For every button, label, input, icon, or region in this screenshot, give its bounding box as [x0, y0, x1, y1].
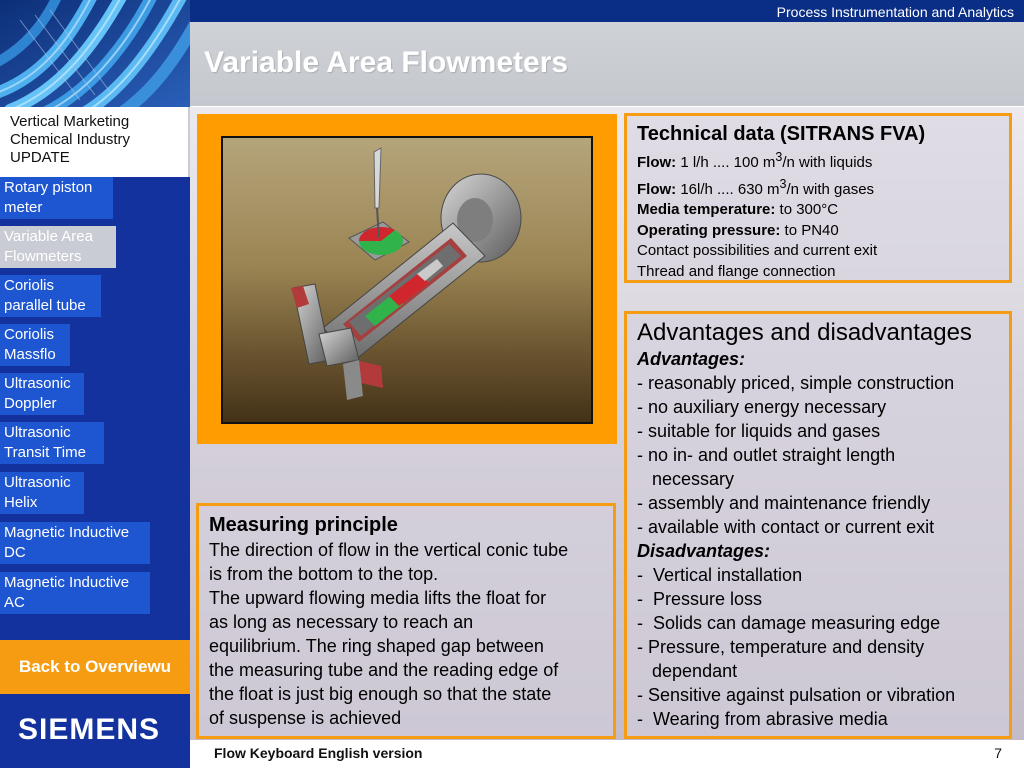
nav-item-label: Coriolis [4, 326, 55, 343]
tech-row-media-temperature [637, 200, 999, 221]
title-band [190, 22, 1024, 106]
tech-sup: 3 [779, 176, 787, 191]
measuring-line: The upward flowing media lifts the float for [209, 588, 547, 608]
nav-item-magnetic-ac[interactable] [0, 572, 150, 614]
tech-row-flow-liquids [637, 147, 999, 174]
cables-image [0, 0, 190, 107]
nav-item-coriolis-massflo[interactable] [0, 324, 70, 366]
nav-item-label: parallel tube [4, 297, 86, 314]
advantage-item: - no auxiliary energy necessary [637, 397, 887, 417]
tech-value: 1 l/h .... 100 m [676, 154, 776, 171]
nav-item-label: Massflo [4, 346, 56, 363]
nav-item-label: Rotary piston [4, 179, 93, 196]
disadvantage-item: - Pressure, temperature and density [637, 637, 925, 657]
measuring-line: the float is just big enough so that the state [209, 684, 552, 704]
disadvantage-item: - Sensitive against pulsation or vibration [637, 685, 956, 705]
nav-item-label: Doppler [4, 395, 57, 412]
nav-item-label: Ultrasonic [4, 375, 71, 392]
footer-caption: Flow Keyboard English version [214, 745, 423, 761]
nav-item-label: Transit Time [4, 444, 86, 461]
tech-value: 16l/h .... 630 m [676, 180, 780, 198]
back-to-overview-button[interactable]: Back to Overviewu [0, 640, 190, 694]
header-photo [0, 0, 190, 107]
tech-sup: 3 [775, 150, 783, 164]
siemens-logo: SIEMENS [18, 713, 161, 746]
advantage-item: necessary [637, 469, 735, 489]
nav-item-label: meter [4, 199, 43, 216]
flowmeter-cutaway-image [223, 138, 591, 422]
disadvantage-item: - Wearing from abrasive media [637, 709, 888, 729]
sidebar [0, 107, 190, 768]
nav-item-label: Coriolis [4, 277, 55, 294]
nav-item-label: Magnetic Inductive [4, 574, 130, 591]
nav-item-ultrasonic-doppler[interactable] [0, 373, 84, 415]
measuring-line: equilibrium. The ring shaped gap between [209, 636, 544, 656]
page-title: Variable Area Flowmeters [204, 46, 569, 79]
nav-item-coriolis-parallel[interactable] [0, 275, 101, 317]
nav-item-ultrasonic-transit[interactable] [0, 422, 104, 464]
advantage-item: - suitable for liquids and gases [637, 421, 881, 441]
disadvantage-item: - Vertical installation [637, 565, 803, 585]
advantage-item: - assembly and maintenance friendly [637, 493, 931, 513]
nav-item-label: Ultrasonic [4, 474, 71, 491]
tech-value-tail: /n with gases [786, 180, 875, 198]
nav-item-variable-area[interactable] [0, 226, 116, 268]
nav-item-ultrasonic-helix[interactable] [0, 472, 84, 514]
measuring-principle-panel [196, 503, 616, 739]
tech-value: Thread and flange connection [637, 262, 836, 280]
sidebar-header-line: UPDATE [10, 149, 70, 166]
image-frame [197, 114, 617, 444]
advantage-item: - no in- and outlet straight length [637, 445, 896, 465]
advantages-label: Advantages: [637, 349, 746, 369]
nav-item-label: Variable Area [4, 228, 93, 245]
disadvantage-item: - Pressure loss [637, 589, 763, 609]
page-number: 7 [994, 745, 1002, 761]
tech-row-connection [637, 262, 999, 283]
tech-value: Contact possibilities and current exit [637, 242, 878, 259]
measuring-line: The direction of flow in the vertical conic tube [209, 540, 569, 560]
tech-row-flow-gases [637, 174, 999, 201]
measuring-principle-title: Measuring principle [209, 514, 398, 536]
tech-label: Flow: [637, 180, 677, 198]
nav-item-rotary-piston[interactable] [0, 177, 113, 219]
tech-label: Flow: [637, 154, 677, 171]
advantages-panel [624, 311, 1012, 739]
sidebar-header-line: Chemical Industry [10, 131, 131, 148]
nav-item-label: Magnetic Inductive [4, 524, 130, 541]
tech-row-operating-pressure [637, 221, 999, 242]
nav-item-label: DC [4, 544, 26, 561]
advantage-item: - available with contact or current exit [637, 517, 935, 537]
nav-item-label: Ultrasonic [4, 424, 71, 441]
section-header-bar [190, 0, 1024, 22]
advantages-title: Advantages and disadvantages [637, 319, 972, 346]
technical-data-title: Technical data (SITRANS FVA) [637, 123, 926, 145]
nav-item-label: AC [4, 594, 25, 611]
footer [190, 740, 1024, 768]
nav-item-magnetic-dc[interactable] [0, 522, 150, 564]
tech-label: Media temperature: [637, 201, 776, 218]
tech-label: Operating pressure: [637, 221, 781, 239]
section-title: Process Instrumentation and Analytics [776, 4, 1014, 20]
sidebar-header [0, 107, 190, 177]
technical-data-panel [624, 113, 1012, 283]
measuring-line: as long as necessary to reach an [209, 612, 474, 632]
nav-item-label: Flowmeters [4, 248, 82, 265]
measuring-line: is from the bottom to the top. [209, 564, 439, 584]
tech-value-tail: /n with liquids [782, 154, 873, 171]
advantage-item: - reasonably priced, simple construction [637, 373, 955, 393]
disadvantage-item: - Solids can damage measuring edge [637, 613, 941, 633]
tech-row-contact [637, 241, 999, 262]
sidebar-header-line: Vertical Marketing [10, 113, 130, 130]
disadvantage-item: dependant [637, 661, 738, 681]
measuring-line: the measuring tube and the reading edge of [209, 660, 559, 680]
measuring-line: of suspense is achieved [209, 708, 402, 728]
main-content [190, 107, 1024, 740]
nav-item-label: Helix [4, 494, 38, 511]
flowmeter-illustration [221, 136, 593, 424]
disadvantages-label: Disadvantages: [637, 541, 771, 561]
tech-value: to PN40 [780, 221, 839, 239]
tech-value: to 300°C [775, 201, 839, 218]
